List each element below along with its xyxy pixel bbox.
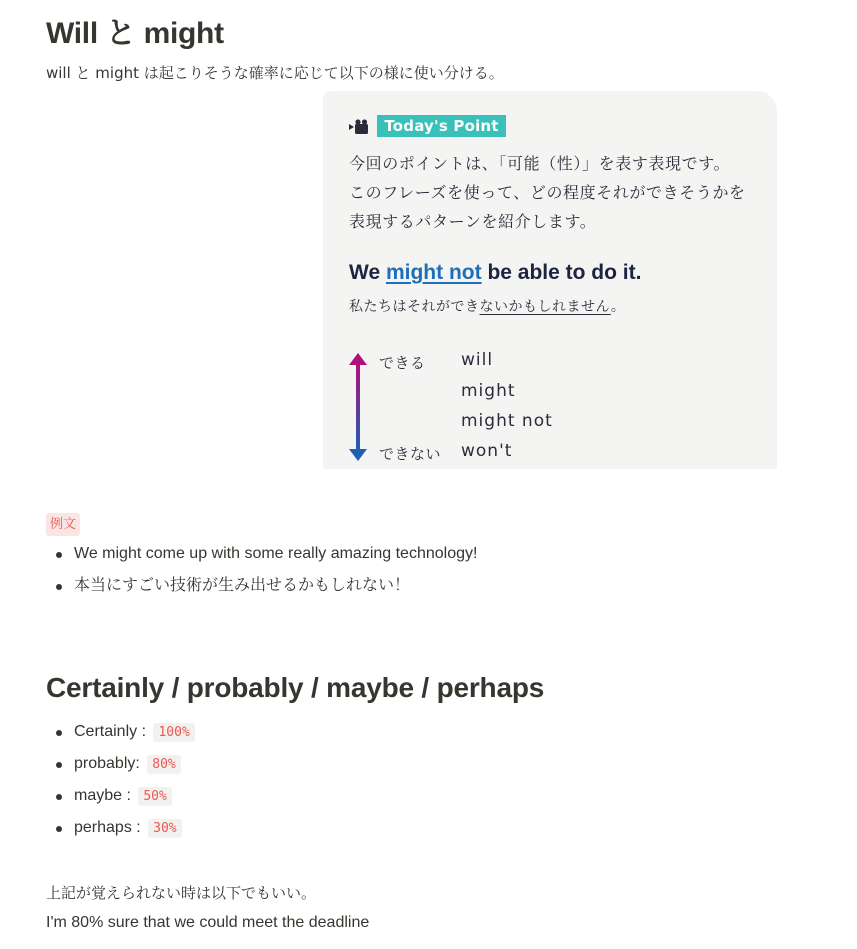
adverb-word: probably: <box>74 755 145 772</box>
example-translation <box>349 296 625 316</box>
point-text-line-2: このフレーズを使って、どの程度それができそうかを <box>349 183 746 202</box>
example-highlight: might not <box>385 261 482 284</box>
video-camera-icon <box>349 119 369 135</box>
scale-word-wont: won't <box>461 441 513 461</box>
page-heading-adverbs: Certainly / probably / maybe / perhaps <box>46 672 545 703</box>
list-item: 本当にすごい技術が生み出せるかもしれない！ <box>46 576 477 608</box>
list-item <box>46 754 195 786</box>
sentence-paragraph: I'm 80% sure that we could meet the deadline <box>46 914 370 931</box>
page-heading-will-might: Will と might <box>46 17 224 50</box>
list-item: We might come up with some really amazing technology! <box>46 544 477 576</box>
todays-point-badge: Today's Point <box>377 115 506 137</box>
point-text-line-1: 今回のポイントは、「可能（性）」を表す表現です。 <box>349 154 731 173</box>
percent-badge: 50% <box>138 787 171 806</box>
adverb-list <box>46 722 195 850</box>
percent-badge: 30% <box>148 819 181 838</box>
percent-badge: 100% <box>153 723 194 742</box>
example-list <box>46 544 477 608</box>
translation-underlined: ないかもしれません <box>479 299 611 315</box>
list-item <box>46 786 195 818</box>
double-arrow-icon <box>348 353 368 461</box>
translation-start: 私たちはそれができ <box>349 299 480 315</box>
adverb-word: maybe : <box>74 787 136 804</box>
note-paragraph: 上記が覚えられない時は以下でもいい。 <box>46 884 317 902</box>
todays-point-image <box>323 91 777 469</box>
example-sentence-end: be able to do it. <box>481 261 642 284</box>
example-sentence <box>349 261 641 285</box>
adverb-word: perhaps : <box>74 819 146 836</box>
translation-end: 。 <box>610 299 626 315</box>
example-sentence-start: We <box>349 261 386 284</box>
intro-paragraph: will と might は起こりそうな確率に応じて以下の様に使い分ける。 <box>46 64 504 82</box>
scale-word-will: will <box>461 350 494 370</box>
adverb-word: Certainly : <box>74 723 151 740</box>
scale-label-cannot: できない <box>379 445 442 463</box>
scale-label-can: できる <box>379 354 426 372</box>
list-item <box>46 818 195 850</box>
scale-word-might-not: might not <box>461 411 553 431</box>
point-text-line-3: 表現するパターンを紹介します。 <box>349 212 597 231</box>
example-tag: 例文 <box>46 513 80 536</box>
scale-word-might: might <box>461 381 516 401</box>
list-item <box>46 722 195 754</box>
percent-badge: 80% <box>147 755 180 774</box>
